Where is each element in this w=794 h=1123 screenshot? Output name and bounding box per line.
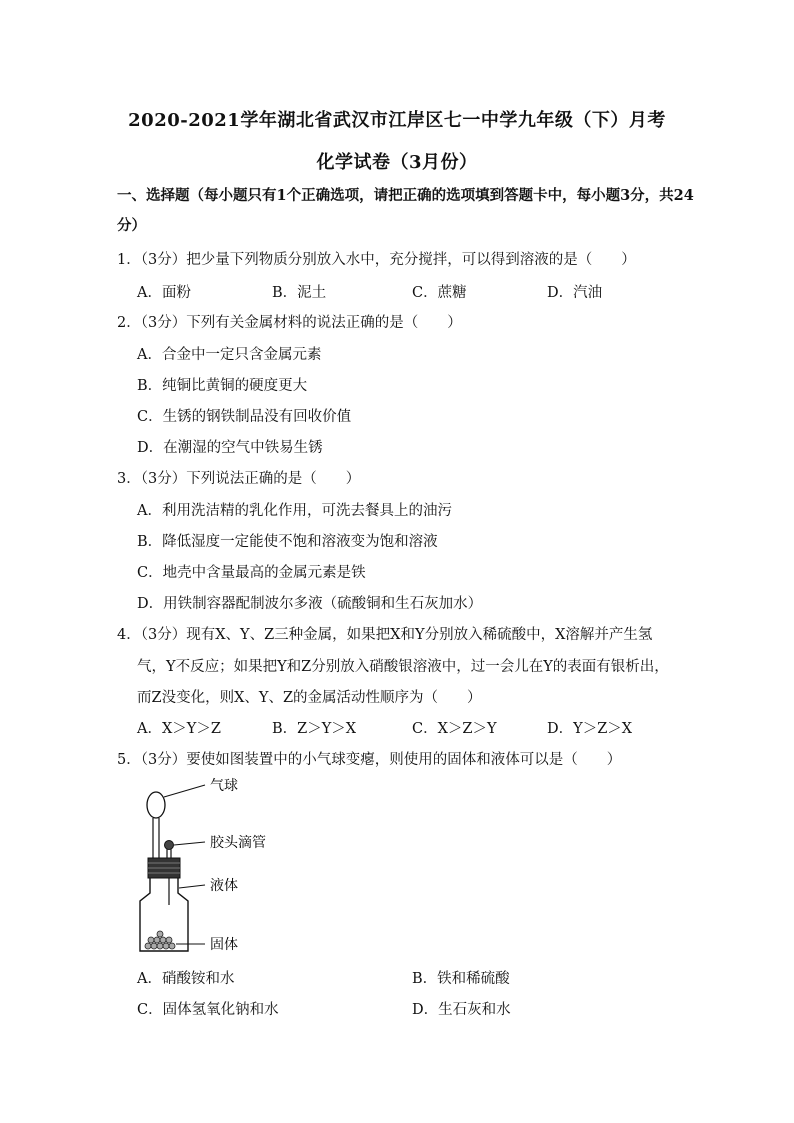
question-1-option-d: D．汽油 (547, 285, 603, 301)
question-1-option-a: A．面粉 (137, 285, 191, 301)
question-4-stem-line2: 气，Y不反应；如果把Y和Z分别放入硝酸银溶液中，过一会儿在Y的表面有银析出， (137, 659, 669, 675)
question-4-option-c: C．X＞Z＞Y (412, 721, 497, 737)
question-5-option-a: A．硝酸铵和水 (137, 971, 235, 987)
section-heading: 一、选择题（每小题只有1个正确选项，请把正确的选项填到答题卡中，每小题3分，共24分） (117, 187, 694, 234)
question-3-option-d: D．用铁制容器配制波尔多液（硫酸铜和生石灰加水） (137, 596, 483, 612)
stopper-shape (148, 858, 180, 878)
question-3-option-a: A．利用洗洁精的乳化作用，可洗去餐具上的油污 (137, 503, 452, 519)
question-2-stem: 2．（3分）下列有关金属材料的说法正确的是（ ） (117, 315, 462, 331)
question-4-stem-line1: 4．（3分）现有X、Y、Z三种金属，如果把X和Y分别放入稀硫酸中，X溶解并产生氢 (117, 627, 653, 643)
question-2-option-d: D．在潮湿的空气中铁易生锈 (137, 440, 323, 456)
question-1-option-b: B．泥土 (272, 285, 327, 301)
question-5-option-c: C．固体氢氧化钠和水 (137, 1002, 279, 1018)
question-4-stem-line3: 而Z没变化，则X、Y、Z的金属活动性顺序为（ ） (137, 690, 482, 706)
exam-title-line2: 化学试卷（3月份） (316, 152, 478, 173)
label-dropper: 胶头滴管 (210, 835, 266, 851)
question-2-option-b: B．纯铜比黄铜的硬度更大 (137, 378, 308, 394)
question-4-option-b: B．Z＞Y＞X (272, 721, 357, 737)
question-3-option-c: C．地壳中含量最高的金属元素是铁 (137, 565, 366, 581)
question-3-stem: 3．（3分）下列说法正确的是（ ） (117, 471, 361, 487)
label-balloon: 气球 (210, 778, 238, 794)
question-3-option-b: B．降低湿度一定能使不饱和溶液变为饱和溶液 (137, 534, 438, 550)
question-5-option-d: D．生石灰和水 (412, 1002, 511, 1018)
liquid-pointer (179, 885, 205, 888)
question-1-stem: 1．（3分）把少量下列物质分别放入水中，充分搅拌，可以得到溶液的是（ ） (117, 252, 636, 268)
balloon-pointer (164, 785, 205, 797)
solid-particles (145, 931, 175, 949)
question-2-option-c: C．生锈的钢铁制品没有回收价值 (137, 409, 352, 425)
question-2-option-a: A．合金中一定只含金属元素 (137, 347, 322, 363)
question-4-option-d: D．Y＞Z＞X (547, 721, 633, 737)
question-5-option-b: B．铁和稀硫酸 (412, 971, 510, 987)
apparatus-diagram (130, 775, 300, 960)
label-solid: 固体 (210, 937, 238, 953)
exam-title-line1: 2020-2021学年湖北省武汉市江岸区七一中学九年级（下）月考 (128, 110, 666, 131)
label-liquid: 液体 (210, 878, 238, 894)
dropper-pointer (174, 842, 205, 845)
question-4-option-a: A．X＞Y＞Z (137, 721, 221, 737)
question-5-stem: 5．（3分）要使如图装置中的小气球变瘪，则使用的固体和液体可以是（ ） (117, 752, 622, 768)
question-1-option-c: C．蔗糖 (412, 285, 467, 301)
